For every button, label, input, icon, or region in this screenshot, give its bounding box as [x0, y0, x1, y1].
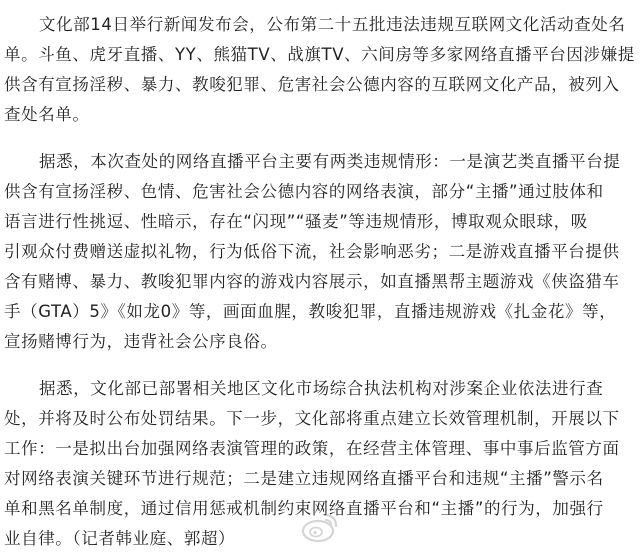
paragraph-line: 处，并将及时公布处罚结果。下一步，文化部将重点建立长效管理机制，开展以下 [4, 409, 620, 428]
paragraph-line: 业自律。（记者韩业庭、郭超） [4, 529, 236, 548]
paragraph-line: 对网络表演关键环节进行规范；二是建立违规网络直播平台和违规“主播”警示名 [4, 469, 604, 488]
paragraph-line: 引观众付费赠送虚拟礼物，行为低俗下流，社会影响恶劣；二是游戏直播平台提供 [4, 242, 620, 261]
paragraph-line: 供含有宣扬淫秽、色情、危害社会公德内容的网络表演，部分“主播”通过肢体和 [4, 182, 604, 201]
weibo-logo-icon [300, 510, 340, 544]
paragraph-line: 据悉，本次查处的网络直播平台主要有两类违规情形：一是演艺类直播平台提 [39, 152, 621, 171]
paragraph-line: 工作：一是拟出台加强网络表演管理的政策，在经营主体管理、事中事后监管方面 [4, 439, 620, 458]
paragraph-line: 据悉，文化部已部署相关地区文化市场综合执法机构对涉案企业依法进行查 [39, 379, 604, 398]
paragraph-line: 单和黑名单制度，通过信用惩戒机制约束网络直播平台和“主播”的行为，加强行 [4, 499, 604, 518]
paragraph-line: 供含有宣扬淫秽、暴力、教唆犯罪、危害社会公德内容的互联网文化产品，被列入 [4, 75, 620, 94]
paragraph-line: 单。斗鱼、虎牙直播、YY、熊猫TV、战旗TV、六间房等多家网络直播平台因涉嫌提 [4, 45, 635, 64]
paragraph-line: 语言进行性挑逗、性暗示，存在“闪现”“骚麦”等违规情形，博取观众眼球，吸 [4, 212, 588, 231]
paragraph-line: 手（GTA）5》《如龙0》等，画面血腥，教唆犯罪，直播违规游戏《扎金花》等， [4, 302, 617, 321]
paragraph-line: 查处名单。 [4, 105, 90, 124]
paragraph-line: 含有赌博、暴力、教唆犯罪内容的游戏内容展示，如直播黑帮主题游戏《侠盗猎车 [4, 272, 620, 291]
paragraph-line: 文化部14日举行新闻发布会，公布第二十五批违法违规互联网文化活动查处名 [39, 15, 626, 34]
weibo-watermark [300, 510, 480, 550]
paragraph-line: 宣扬赌博行为，违背社会公序良俗。 [4, 332, 278, 351]
